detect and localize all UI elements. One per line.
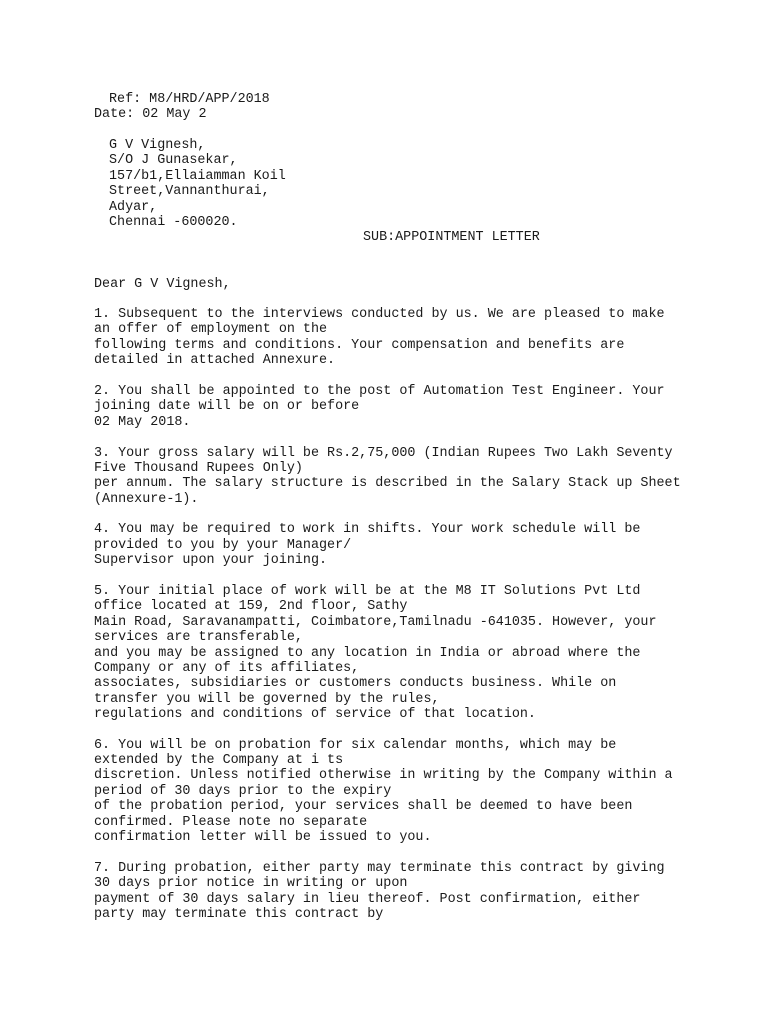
address-line: 157/b1,Ellaiamman Koil <box>109 169 286 184</box>
address-line: Street,Vannanthurai, <box>109 184 270 199</box>
address-line: G V Vignesh, <box>109 138 206 153</box>
paragraph-line: period of 30 days prior to the expiry <box>94 784 392 799</box>
paragraph-line: 02 May 2018. <box>94 415 191 430</box>
paragraph-line: discretion. Unless notified otherwise in writing by the Company within a <box>94 768 673 783</box>
paragraph-line: joining date will be on or before <box>94 399 360 414</box>
paragraph-line: transfer you will be governed by the rules, <box>94 692 440 707</box>
paragraph-line: confirmation letter will be issued to you. <box>94 830 432 845</box>
paragraph-line: Main Road, Saravanampatti, Coimbatore,Tamilnadu -641035. However, your <box>94 615 657 630</box>
paragraph-line: Supervisor upon your joining. <box>94 553 328 568</box>
paragraph-line: and you may be assigned to any location in India or abroad where the <box>94 646 641 661</box>
paragraph-line: following terms and conditions. Your compensation and benefits are <box>94 338 625 353</box>
letter-date: Date: 02 May 2 <box>94 107 207 122</box>
paragraph-line: 3. Your gross salary will be Rs.2,75,000 (Indian Rupees Two Lakh Seventy <box>94 446 673 461</box>
reference-number: Ref: M8/HRD/APP/2018 <box>109 92 270 107</box>
paragraph-line: 4. You may be required to work in shifts. Your work schedule will be <box>94 522 641 537</box>
paragraph-line: detailed in attached Annexure. <box>94 353 336 368</box>
paragraph-line: Company or any of its affiliates, <box>94 661 360 676</box>
paragraph-line: extended by the Company at i ts <box>94 753 344 768</box>
paragraph-line: 7. During probation, either party may terminate this contract by giving <box>94 861 665 876</box>
paragraph-line: confirmed. Please note no separate <box>94 815 368 830</box>
paragraph-line: services are transferable, <box>94 630 303 645</box>
address-line: Chennai -600020. <box>109 215 238 230</box>
paragraph-line: (Annexure-1). <box>94 492 199 507</box>
paragraph-line: office located at 159, 2nd floor, Sathy <box>94 599 408 614</box>
address-line: S/O J Gunasekar, <box>109 153 238 168</box>
paragraph-line: regulations and conditions of service of that location. <box>94 707 536 722</box>
address-line: Adyar, <box>109 200 158 215</box>
salutation: Dear G V Vignesh, <box>94 277 231 292</box>
paragraph-line: 1. Subsequent to the interviews conducted by us. We are pleased to make <box>94 307 665 322</box>
paragraph-line: payment of 30 days salary in lieu thereof. Post confirmation, either <box>94 892 641 907</box>
subject-line: SUB:APPOINTMENT LETTER <box>363 230 540 245</box>
paragraph-line: party may terminate this contract by <box>94 907 384 922</box>
paragraph-line: an offer of employment on the <box>94 322 328 337</box>
paragraph-line: Five Thousand Rupees Only) <box>94 461 303 476</box>
paragraph-line: associates, subsidiaries or customers conducts business. While on <box>94 676 617 691</box>
paragraph-line: 5. Your initial place of work will be at the M8 IT Solutions Pvt Ltd <box>94 584 641 599</box>
paragraph-line: provided to you by your Manager/ <box>94 538 352 553</box>
paragraph-line: 6. You will be on probation for six calendar months, which may be <box>94 738 617 753</box>
paragraph-line: of the probation period, your services shall be deemed to have been <box>94 799 633 814</box>
paragraph-line: 2. You shall be appointed to the post of Automation Test Engineer. Your <box>94 384 665 399</box>
paragraph-line: 30 days prior notice in writing or upon <box>94 876 408 891</box>
paragraph-line: per annum. The salary structure is described in the Salary Stack up Sheet <box>94 476 681 491</box>
